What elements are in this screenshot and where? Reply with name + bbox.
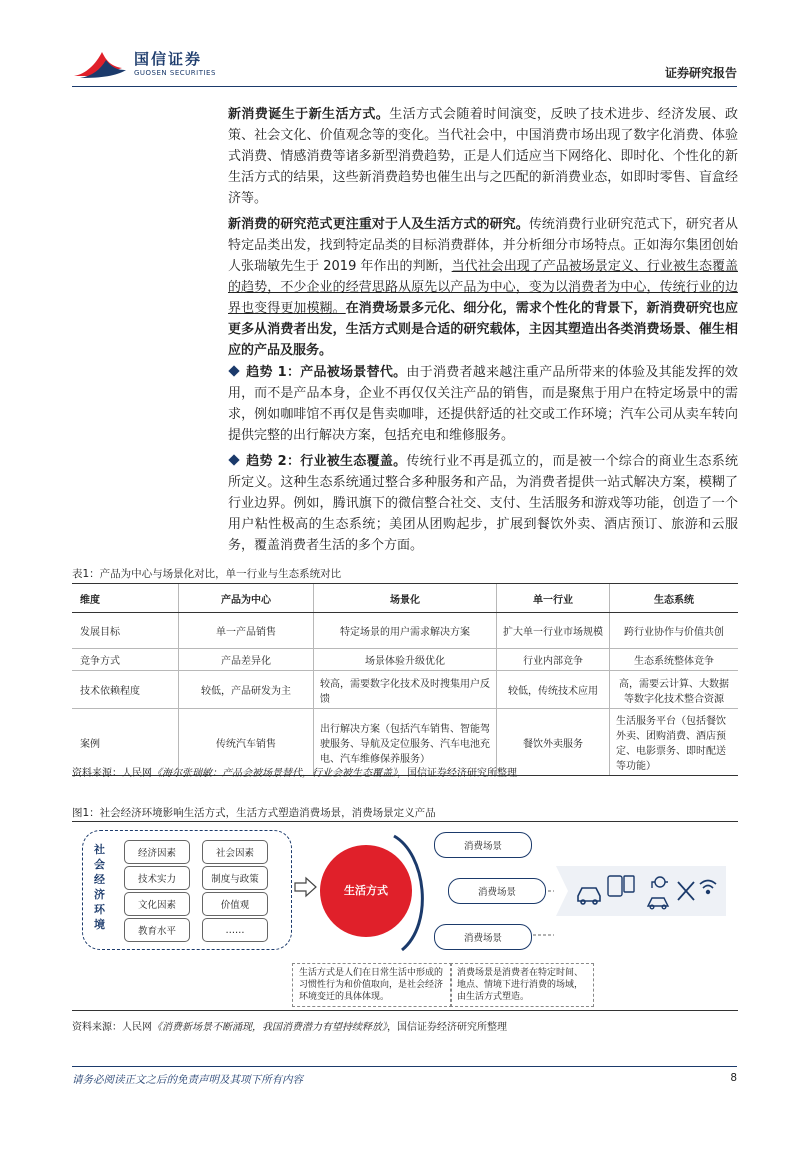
table-header-cell: 单一行业 xyxy=(497,584,610,613)
guosen-logo-icon xyxy=(72,46,128,80)
table-cell: 较高，需要数字化技术及时搜集用户反馈 xyxy=(314,671,497,709)
factor-chip: 制度与政策 xyxy=(202,866,268,890)
table-source xyxy=(72,764,517,779)
lifestyle-note: 生活方式是人们在日常生活中形成的习惯性行为和价值取向，是社会经济环境变迁的具体体现。 xyxy=(292,963,452,1007)
factor-chip: 技术实力 xyxy=(124,866,190,890)
paragraph-lead: 新消费诞生于新生活方式。 xyxy=(228,107,390,122)
table-cell: 传统汽车销售 xyxy=(179,709,314,776)
brand-name-cn: 国信证券 xyxy=(134,50,203,68)
source-title: 《消费新场景不断涌现，我国消费潜力有望持续释放》 xyxy=(152,1022,387,1033)
table-header-cell: 产品为中心 xyxy=(179,584,314,613)
table-cell: 行业内部竞争 xyxy=(497,649,610,671)
scene-ellipse: 消费场景 xyxy=(434,832,532,858)
diamond-bullet-icon xyxy=(228,365,239,376)
source-suffix: ，国信证券经济研究所整理 xyxy=(397,768,517,779)
source-prefix: 资料来源：人民网 xyxy=(72,1022,152,1033)
factor-chip: 经济因素 xyxy=(124,840,190,864)
table-row xyxy=(72,671,738,709)
table-cell: 高，需要云计算、大数据等数字化技术整合资源 xyxy=(610,671,739,709)
table-cell: 生态系统整体竞争 xyxy=(610,649,739,671)
trend-1-item xyxy=(228,362,738,446)
table-cell: 特定场景的用户需求解决方案 xyxy=(314,613,497,649)
trend-text: 由于消费者越来越注重产品所带来的体验及其能发挥的效用，而不是产品本身，企业不再仅仅关注产品的销售，而是聚焦于用户在特定场景中的需求，例如咖啡馆不再仅是售卖咖啡，还提供舒适的社交或工作环境；汽车公司从卖车转向提供完整的出行解决方案，包括充电和维修服务。 xyxy=(228,365,738,443)
comparison-table xyxy=(72,583,738,776)
table-cell: 技术依赖程度 xyxy=(72,671,179,709)
trend-text: 传统行业不再是孤立的，而是被一个综合的商业生态系统所定义。这种生态系统通过整合多种服务和产品，为消费者提供一站式解决方案，模糊了行业边界。例如，腾讯旗下的微信整合社交、支付、生活服务和游戏等功能，创造了一个用户粘性极高的生态系统；美团从团购起步，扩展到餐饮外卖、酒店预订、旅游和云服务，覆盖消费者生活的多个方面。 xyxy=(228,454,738,553)
trend-2-item xyxy=(228,451,738,556)
arrow-right-icon xyxy=(294,876,318,898)
factor-chip: 价值观 xyxy=(202,892,268,916)
trend-title: 趋势 2：行业被生态覆盖。 xyxy=(246,454,407,469)
table-header-cell: 维度 xyxy=(72,584,179,613)
scene-ellipse: 消费场景 xyxy=(434,924,532,950)
table-cell: 餐饮外卖服务 xyxy=(497,709,610,776)
table-cell: 场景体验升级优化 xyxy=(314,649,497,671)
paragraph-text: 生活方式会随着时间演变，反映了技术进步、经济发展、政策、社会文化、价值观念等的变化。当代社会中，中国消费市场出现了数字化消费、体验式消费、情感消费等诸多新型消费趋势，正是人们适应当下网络化、即时化、个性化的新生活方式的结果，这些新消费趋势也催生出与之匹配的新消费业态，如即时零售、盲盒经济等。 xyxy=(228,107,738,206)
table-cell: 较低，传统技术应用 xyxy=(497,671,610,709)
brand-name-en: GUOSEN SECURITIES xyxy=(134,69,216,77)
source-prefix: 资料来源：人民网 xyxy=(72,768,152,779)
trend-title: 趋势 1：产品被场景替代。 xyxy=(246,365,407,380)
table-cell: 发展目标 xyxy=(72,613,179,649)
factor-chip: …… xyxy=(202,918,268,942)
product-icons-panel xyxy=(556,866,726,916)
table-cell: 产品差异化 xyxy=(179,649,314,671)
table-cell: 较低，产品研发为主 xyxy=(179,671,314,709)
footer-divider xyxy=(72,1066,737,1067)
environment-label: 社会经济环境 xyxy=(94,843,105,931)
table-cell: 竞争方式 xyxy=(72,649,179,671)
source-title: 《海尔张瑞敏：产品会被场景替代，行业会被生态覆盖》 xyxy=(152,768,397,779)
table-row xyxy=(72,613,738,649)
report-type: 证券研究报告 xyxy=(664,66,737,80)
paragraph-new-lifestyle xyxy=(228,104,738,209)
paragraph-conclusion: 在消费场景多元化、细分化，需求个性化的背景下，新消费研究也应更多从消费者出发，生活方式则是合适的研究载体，主因其塑造出各类消费场景、催生相应的产品及服务。 xyxy=(228,301,738,358)
scene-ellipse: 消费场景 xyxy=(448,878,546,904)
figure-top-rule xyxy=(72,821,738,822)
underlined-quote: 当代社会出现了产品被场景定义、行业被生态覆盖的趋势，不少企业的经营思路从原先以产品为中心，变为以消费者为中心，传统行业的边界也变得更加模糊。 xyxy=(228,259,738,316)
table-cell: 跨行业协作与价值共创 xyxy=(610,613,739,649)
table-caption: 表1：产品为中心与场景化对比，单一行业与生态系统对比 xyxy=(72,568,342,580)
table-cell: 单一产品销售 xyxy=(179,613,314,649)
paragraph-text: 传统消费行业研究范式下，研究者从特定品类出发，找到特定品类的目标消费群体，并分析细分市场特点。正如海尔集团创始人张瑞敏先生于 2019 年作出的判断， xyxy=(228,217,738,274)
table-cell: 生活服务平台（包括餐饮外卖、团购消费、酒店预定、电影票务、即时配送等功能） xyxy=(610,709,739,776)
table-cell: 扩大单一行业市场规模 xyxy=(497,613,610,649)
paragraph-research-paradigm xyxy=(228,214,738,361)
figure-source xyxy=(72,1018,507,1033)
table-row xyxy=(72,649,738,671)
page-number: 8 xyxy=(730,1072,737,1084)
diamond-bullet-icon xyxy=(228,454,239,465)
source-suffix: ，国信证券经济研究所整理 xyxy=(387,1022,507,1033)
header-divider xyxy=(72,86,737,87)
factor-chip: 教育水平 xyxy=(124,918,190,942)
factor-chip: 社会因素 xyxy=(202,840,268,864)
scene-note: 消费场景是消费者在特定时间、地点、情境下进行消费的场域，由生活方式塑造。 xyxy=(450,963,594,1007)
table-header-row xyxy=(72,584,738,613)
factor-chip: 文化因素 xyxy=(124,892,190,916)
figure-bottom-rule xyxy=(72,1010,738,1011)
figure-caption: 图1：社会经济环境影响生活方式，生活方式塑造消费场景，消费场景定义产品 xyxy=(72,807,436,819)
table-header-cell: 生态系统 xyxy=(610,584,739,613)
table-cell: 出行解决方案（包括汽车销售、智能驾驶服务、导航及定位服务、汽车电池充电、汽车维修保养服务） xyxy=(314,709,497,776)
disclaimer: 请务必阅读正文之后的免责声明及其项下所有内容 xyxy=(72,1074,303,1086)
lifestyle-center: 生活方式 xyxy=(344,884,388,897)
table-cell: 案例 xyxy=(72,709,179,776)
paragraph-lead: 新消费的研究范式更注重对于人及生活方式的研究。 xyxy=(228,217,529,232)
table-header-cell: 场景化 xyxy=(314,584,497,613)
